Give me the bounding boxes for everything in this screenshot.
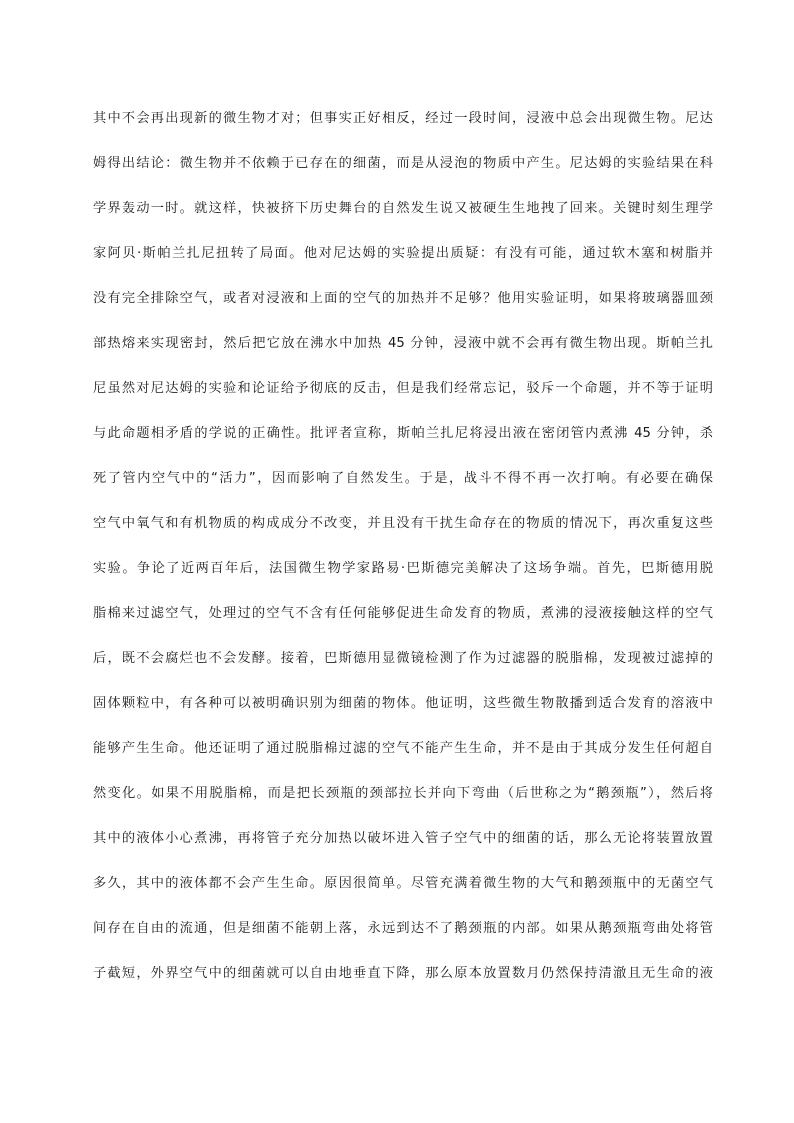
- text-line-11: 实验。争论了近两百年后，法国微生物学家路易·巴斯德完美解决了这场争端。首先，巴斯德用脱: [93, 561, 713, 576]
- text-line-13: 后，既不会腐烂也不会发酵。接着，巴斯德用显微镜检测了作为过滤器的脱脂棉，发现被过滤掉的: [93, 651, 713, 666]
- text-line-1: 其中不会再出现新的微生物才对；但事实正好相反，经过一段时间，浸液中总会出现微生物。尼达: [93, 111, 713, 126]
- text-line-8: 与此命题相矛盾的学说的正确性。批评者宣称，斯帕兰扎尼将浸出液在密闭管内煮沸 45 分钟，杀: [93, 426, 713, 441]
- text-line-15: 能够产生生命。他还证明了通过脱脂棉过滤的空气不能产生生命，并不是由于其成分发生任何超自: [93, 741, 713, 756]
- text-line-4: 家阿贝·斯帕兰扎尼扭转了局面。他对尼达姆的实验提出质疑：有没有可能，通过软木塞和树脂并: [93, 246, 713, 261]
- text-line-7: 尼虽然对尼达姆的实验和论证给予彻底的反击，但是我们经常忘记，驳斥一个命题，并不等于证明: [93, 381, 713, 396]
- text-line-19: 间存在自由的流通，但是细菌不能朝上落，永远到达不了鹅颈瓶的内部。如果从鹅颈瓶弯曲处将管: [93, 921, 713, 936]
- text-line-9: 死了管内空气中的“活力”，因而影响了自然发生。于是，战斗不得不再一次打响。有必要在确保: [93, 471, 713, 486]
- text-line-18: 多久，其中的液体都不会产生生命。原因很简单。尽管充满着微生物的大气和鹅颈瓶中的无菌空气: [93, 876, 713, 891]
- text-line-20: 子截短，外界空气中的细菌就可以自由地垂直下降，那么原本放置数月仍然保持清澈且无生命的液: [93, 966, 713, 981]
- text-line-5: 没有完全排除空气，或者对浸液和上面的空气的加热并不足够？他用实验证明，如果将玻璃器皿颈: [93, 291, 713, 306]
- text-line-3: 学界轰动一时。就这样，快被挤下历史舞台的自然发生说又被硬生生地拽了回来。关键时刻生理学: [93, 201, 713, 216]
- text-line-10: 空气中氧气和有机物质的构成成分不改变，并且没有干扰生命存在的物质的情况下，再次重复这些: [93, 516, 713, 531]
- text-line-14: 固体颗粒中，有各种可以被明确识别为细菌的物体。他证明，这些微生物散播到适合发育的溶液中: [93, 696, 713, 711]
- text-line-2: 姆得出结论：微生物并不依赖于已存在的细菌，而是从浸泡的物质中产生。尼达姆的实验结果在科: [93, 156, 713, 171]
- text-line-16: 然变化。如果不用脱脂棉，而是把长颈瓶的颈部拉长并向下弯曲（后世称之为“鹅颈瓶”），然后将: [93, 786, 713, 801]
- text-line-17: 其中的液体小心煮沸，再将管子充分加热以破坏进入管子空气中的细菌的话，那么无论将装置放置: [93, 831, 713, 846]
- text-line-12: 脂棉来过滤空气，处理过的空气不含有任何能够促进生命发育的物质，煮沸的浸液接触这样的空气: [93, 606, 713, 621]
- text-line-6: 部热熔来实现密封，然后把它放在沸水中加热 45 分钟，浸液中就不会再有微生物出现。斯帕兰扎: [93, 336, 713, 351]
